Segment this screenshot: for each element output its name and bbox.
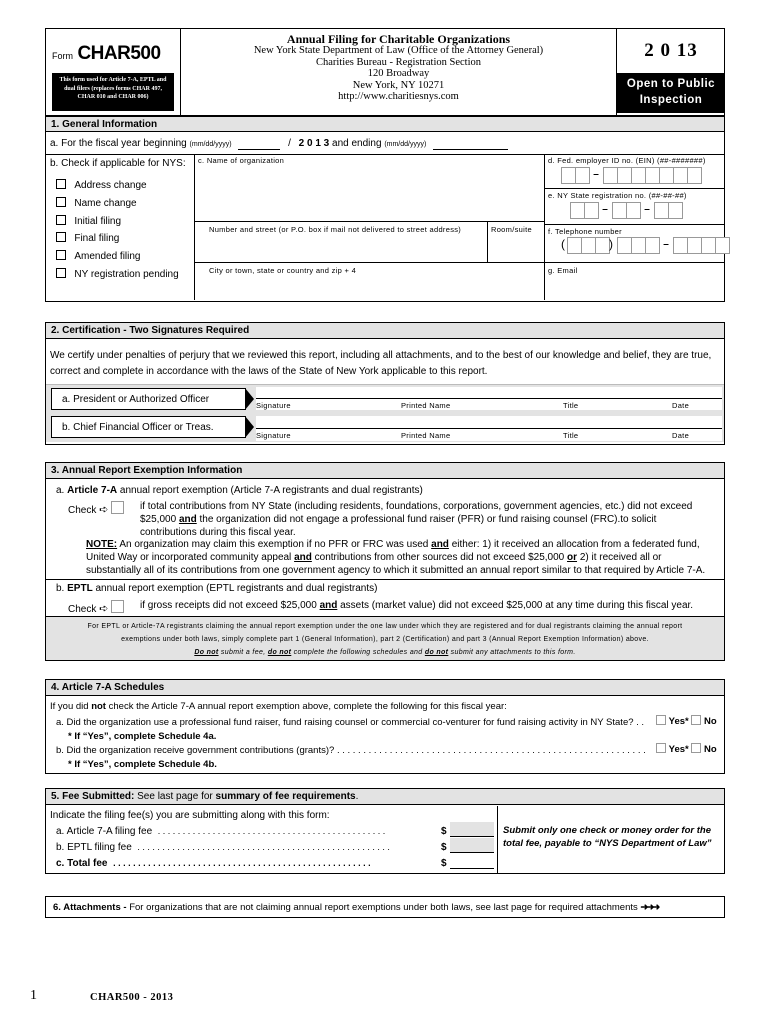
section-article-7a-schedules	[45, 679, 725, 774]
ein-label: d. Fed. employer ID no. (EIN) (##-#######)	[548, 156, 706, 165]
dollar-sign: $	[441, 842, 447, 853]
col-signature: Signature	[256, 431, 291, 440]
city-line: New York, NY 10271	[352, 79, 445, 91]
fee-row-eptl: b. EPTL filing fee . . . . . . . . . . . . . . . . . . . . . . . . . . . . . . . . . . . . . . . . . . . . . . . . . . .	[56, 842, 390, 853]
section-2-title: 2. Certification - Two Signatures Required	[46, 323, 724, 339]
q-b-no-checkbox[interactable]	[691, 743, 701, 753]
room-label: Room/suite	[491, 225, 532, 234]
check-name-change[interactable]: Name change	[56, 195, 179, 213]
cfo-signature-label: b. Chief Financial Officer or Treas.	[51, 416, 246, 438]
dept-line: New York State Department of Law (Office of the Attorney General)	[253, 45, 544, 57]
ids-box	[545, 154, 725, 300]
ein-input[interactable]: –	[561, 167, 701, 184]
header-box	[45, 28, 725, 116]
form-id-cell	[46, 29, 181, 115]
exemption-footnote: For EPTL or Article-7A registrants claiming the annual report exemption under the one law under which they are registered and for dual registrants claiming the annual report exemptions under both laws, simply complete part 1 (General Information), part 2 (Certification) and part 3 (Annual Report Exemption Information) above. Do not submit a fee, do not complete the following schedules and do not submit any attachments to this form.	[46, 616, 724, 660]
question-b: b. Did the organization receive government contributions (grants)? . . . . . . . . . . . . . . . . . . . . . . . . . . . . . . . . . . . . . . . . . . . . . . . . . . . . . . . . . . .	[56, 745, 646, 756]
question-b-note: * If “Yes”, complete Schedule 4b.	[68, 759, 217, 770]
year-cell	[616, 29, 725, 115]
fee-intro: Indicate the filing fee(s) you are submitting along with this form:	[50, 810, 330, 821]
arrow-icon: ➪	[99, 603, 109, 615]
nys-reg-input[interactable]: – –	[570, 202, 682, 219]
col-printed-name: Printed Name	[401, 401, 451, 410]
check-final-filing[interactable]: Final filing	[56, 230, 179, 248]
form-number: CHAR500	[77, 43, 161, 64]
section-1-title: 1. General Information	[46, 116, 724, 132]
checkbox[interactable]	[56, 179, 66, 189]
question-a-note: * If “Yes”, complete Schedule 4a.	[68, 731, 217, 742]
fee-row-total: c. Total fee . . . . . . . . . . . . . . . . . . . . . . . . . . . . . . . . . . . . . . . . . . . . . . . . . . . .	[56, 858, 371, 869]
col-title: Title	[563, 401, 579, 410]
col-signature: Signature	[256, 401, 291, 410]
fee-7a-input[interactable]	[450, 822, 494, 837]
nys-checkbox-list	[56, 177, 179, 284]
form-note: This form used for Article 7-A, EPTL and dual filers (replaces forms CHAR 497, CHAR 010 and CHAR 006)	[52, 73, 174, 111]
phone-input[interactable]: ( ) –	[561, 237, 729, 254]
fiscal-begin-input[interactable]	[238, 138, 280, 150]
form-title: Annual Filing for Charitable Organizations	[286, 32, 511, 46]
eptl-text: if gross receipts did not exceed $25,000 and assets (market value) did not exceed $25,000 at any time during this fiscal year.	[140, 600, 694, 611]
section-4-title: 4. Article 7-A Schedules	[46, 680, 724, 696]
eptl-exemption-checkbox[interactable]	[111, 600, 124, 613]
dollar-sign: $	[441, 826, 447, 837]
bureau-line: Charities Bureau - Registration Section	[315, 56, 482, 68]
section-general-info	[45, 116, 725, 302]
schedules-intro: If you did not check the Article 7-A annual report exemption above, complete the following for this fiscal year:	[50, 701, 507, 712]
email-input[interactable]	[545, 276, 723, 298]
q-a-yes-checkbox[interactable]	[656, 715, 666, 725]
checkbox[interactable]	[56, 268, 66, 278]
q-a-no-checkbox[interactable]	[691, 715, 701, 725]
check-initial-filing[interactable]: Initial filing	[56, 213, 179, 231]
section-attachments	[45, 896, 725, 918]
officer-signature-label: a. President or Authorized Officer	[51, 388, 246, 410]
question-a: a. Did the organization use a professional fund raiser, fund raising counsel or commercial co-venturer for fund raising activity in NY State? . .	[56, 717, 645, 728]
form-title-cell	[182, 29, 615, 115]
col-date: Date	[672, 401, 690, 410]
tax-year: 2 0 13	[644, 40, 698, 61]
section-certification	[45, 322, 725, 445]
col-date: Date	[672, 431, 690, 440]
nys-reg-label: e. NY State registration no. (##-##-##)	[548, 191, 687, 200]
email-label: g. Email	[548, 266, 578, 275]
col-title: Title	[563, 431, 579, 440]
fee-row-7a: a. Article 7-A filing fee . . . . . . . . . . . . . . . . . . . . . . . . . . . . . . . . . . . . . . . . . . . . . .	[56, 826, 386, 837]
section-3-title: 3. Annual Report Exemption Information	[46, 463, 724, 479]
section-exemption: 3. Annual Report Exemption Information a. Article 7-A annual report exemption (Article 7-A registrants and dual registrants) Check ➪ if total contributions from NY State (including residents, foundations, corporations, government agencies, etc.) did not exceed $25,000 and the organization did not engage a professional fund raiser (PFR) or fund raising counsel (FRC).to solicit contributions during this fiscal year. NOTE: An organization may claim this exemption if no PFR or FRC was used and either: 1) it received an allocation from a federated fund, United Way or incorporated community appeal and contributions from other sources did not exceed $25,000 or 2) it received all or substantially all of its contributions from one government agency to which it submitted an annual report similar to that required by Article 7-A. b. EPTL annual report exemption (EPTL registrants and dual registrants) Check ➪ if gross receipts did not exceed $25,000 and assets (market value) did not exceed $25,000 at any time during this fiscal year. For EPTL or Article-7A registrants claiming the annual report exemption under the one law under which they are registered and for dual registrants claiming the annual report exemptions under both laws, simply complete part 1 (General Information), part 2 (Certification) and part 3 (Annual Report Exemption Information) above. Do not submit a fee, do not complete the following schedules and do not submit any attachments to this form.	[45, 462, 725, 661]
arrow-icon: ➪	[99, 504, 109, 516]
fee-note-box: Submit only one check or money order for the total fee, payable to “NYS Department of Law”	[497, 806, 724, 873]
city-input[interactable]	[195, 276, 544, 298]
checkbox[interactable]	[56, 232, 66, 242]
org-name-input[interactable]	[195, 166, 544, 221]
arrows-icon: ➜➜➜	[640, 902, 659, 913]
col-printed-name: Printed Name	[401, 431, 451, 440]
certification-text: We certify under penalties of perjury that we reviewed this report, including all attachments, and to the best of our knowledge and belief, they are true, correct and complete in accordance with the laws of the State of New York applicable to this report.	[50, 350, 712, 377]
section-fee-submitted	[45, 788, 725, 874]
fee-eptl-input[interactable]	[450, 838, 494, 853]
article-7a-heading: a. Article 7-A annual report exemption (Article 7-A registrants and dual registrants)	[56, 485, 423, 496]
checkbox[interactable]	[56, 197, 66, 207]
footer-form-id: CHAR500 - 2013	[90, 992, 174, 1003]
check-applicable-label: b. Check if applicable for NYS:	[50, 158, 186, 169]
org-name-label: c. Name of organization	[198, 156, 285, 165]
article-7a-text: if total contributions from NY State (including residents, foundations, corporations, government agencies, etc.) did not exceed $25,000 and the organization did not engage a professional fund raiser (PFR) or fund raising counsel (FRC).to solicit contributions during this fiscal year.	[140, 501, 693, 538]
fiscal-year-row: a. For the fiscal year beginning (mm/dd/yyyy) / 2 0 1 3 and ending (mm/dd/yyyy)	[50, 138, 508, 150]
question-b-answers: Yes* No	[656, 743, 717, 755]
form-label: Form	[52, 51, 73, 61]
page-number: 1	[30, 988, 37, 1003]
phone-label: f. Telephone number	[548, 227, 622, 236]
street-input[interactable]	[195, 234, 485, 261]
public-inspection-badge: Open to Public Inspection	[617, 73, 725, 113]
eptl-heading: b. EPTL annual report exemption (EPTL registrants and dual registrants)	[56, 583, 378, 594]
dollar-sign: $	[441, 858, 447, 869]
question-a-answers: Yes* No	[656, 715, 717, 727]
street-line: 120 Broadway	[367, 68, 430, 80]
section-5-title: 5. Fee Submitted: See last page for summary of fee requirements.	[46, 789, 724, 805]
street-label: Number and street (or P.O. box if mail not delivered to street address)	[209, 225, 462, 234]
check-address-change[interactable]: Address change	[56, 177, 179, 195]
checkbox[interactable]	[56, 250, 66, 260]
fiscal-end-input[interactable]	[433, 138, 508, 150]
q-b-yes-checkbox[interactable]	[656, 743, 666, 753]
fee-total-input[interactable]	[450, 854, 494, 869]
check-ny-registration-pending[interactable]: NY registration pending	[56, 266, 179, 284]
city-label: City or town, state or country and zip + 4	[209, 266, 357, 275]
note-text: NOTE: An organization may claim this exemption if no PFR or FRC was used and either: 1) it received an allocation from a federated fund, United Way or incorporated community appeal and contributions from other sources did not exceed $25,000 or 2) it received all or substantially all of its contributions from one government agency to which it submitted an annual report similar to that required by Article 7-A.	[86, 539, 706, 576]
attachments-text: 6. Attachments - For organizations that are not claiming annual report exemptions under both laws, see last page for required attachments ➜➜➜	[53, 902, 659, 913]
checkbox[interactable]	[56, 215, 66, 225]
url-line[interactable]: http://www.charitiesnys.com	[338, 91, 459, 103]
check-amended-filing[interactable]: Amended filing	[56, 248, 179, 266]
org-info-box	[194, 154, 545, 300]
article-7a-exemption-checkbox[interactable]	[111, 501, 124, 514]
